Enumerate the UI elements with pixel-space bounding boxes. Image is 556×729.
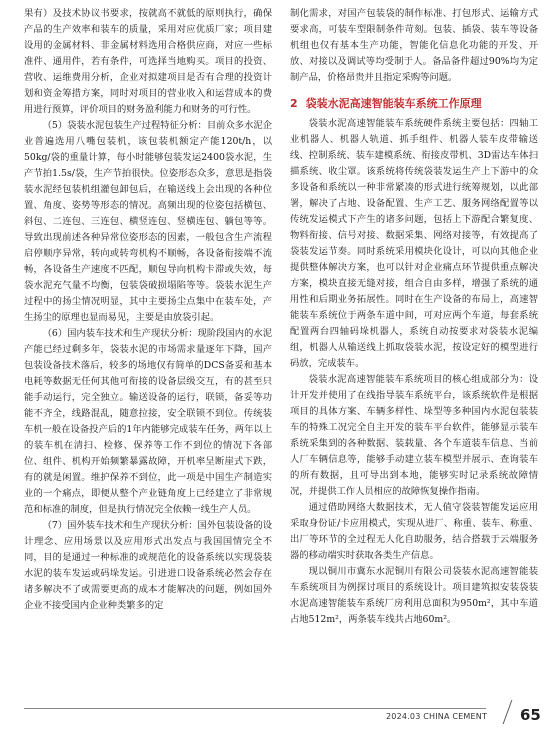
right-column xyxy=(290,6,538,628)
paragraph: 通过借助网络大数据技术，无人值守袋装智能发运应用采取身份证/卡应用模式，实现从进厂、称重、装车、称重、出厂等环节的全过程无人化自助服务，结合搭载于云端服务器的移动端实时获取各类生产信息。 xyxy=(290,502,538,561)
left-column xyxy=(24,6,272,614)
footer-divider xyxy=(503,700,513,724)
page-footer xyxy=(0,700,556,729)
paragraph: 果有）及技术协议书要求，按就高不就低的原则执行，确保产品的生产效率和装车的质量，采用对应优质厂家；项目建设用的金属材料、非金属材料选用合格供应商，对应一些标准件、通用件，若有条件，可选择当地购买。项目的投资、营收、运维费用分析，企业对拟建项目是否有合理的投资计划和资金筹措方案，同时对项目的营业收入和运营成本的费用进行预算，评价项目的财务盈利能力和财务的可行性。 xyxy=(24,8,272,115)
paragraph: 现以铜川市冀东水泥铜川有限公司袋装水泥高速智能装车系统项目为例探讨项目的系统设计。项目建筑拟安装袋装水泥高速智能装车系统厂房利用总面积为950m²，其中车道占地512m²，两条装车线共占地60m²。 xyxy=(290,566,538,625)
section-number: 2 xyxy=(290,97,298,110)
paragraph: （6）国内装车技术和生产现状分析：现阶段国内的水泥产能已经过剩多年，袋装水泥的市场需求量逐年下降，国产包装设备技术落后，较多的场地仅有简单的DCS备妥和基本电耗等数据无任何其他可衔接的设备层级交互，有的甚至只能手动运行，完全独立。输送设备的运行，联锁，备妥等功能不齐全，线路混乱，随意拉接，安全联锁不到位。传统装车机一般在设备投产后的1年内能够完成装车任务，两年以上的装车机在清扫、检修、保养等工作不到位的情况下各部位、组件、机构开始频繁暴露故障，开机率呈断崖式下跌，有的就是闲置。维护保养不到位，此一项是中国生产制造实业的一个痛点，即便从整个产业链角度上已经建立了非常规范和标准的制度，但是执行情况完全依赖一线生产人员。 xyxy=(24,328,272,515)
footer-rule xyxy=(24,708,486,709)
paragraph: 袋装水泥高速智能装车系统硬件系统主要包括：四轴工业机器人、机器人轨道、抓手组件、机器人装车皮带输送线、控制系统、装车建模系统、衔接皮带机、3D雷达车体扫描系统、收尘罩。该系统将传统袋装发运生产上下游中的众多设备和系统以一种非常紧凑的形式进行统筹规划，以此部署，解决了占地、设备配置、生产工艺、服务网络配置等以传统发运模式下产生的诸多问题，包括上下游配合繁复度、物料衔接、信号对接、数据采集、网络对接等，有效提高了袋装发运节奏。同时系统采用模块化设计，可以向其他企业提供整体解决方案，也可以针对企业痛点环节提供重点解决方案，模块直接无缝对接，组合自由多样，增强了系统的通用性和后期业务拓展性。同时在生产设备的布局上，高速智能装车系统位于两条车道中间，可对应两个车道，每套系统配置两台四轴码垛机器人，系统自动按要求对袋装水泥编组，机器人从输送线上抓取袋装水泥，按设定好的模型进行码放，完成装车。 xyxy=(290,118,538,369)
section-heading xyxy=(290,96,538,112)
section-title: 袋装水泥高速智能装车系统工作原理 xyxy=(305,97,482,110)
journal-issue: 2024.03 CHINA CEMENT xyxy=(386,712,488,721)
paragraph: （7）国外装车技术和生产现状分析：国外包装设备的设计理念、应用场景以及应用形式出发点与我国国情完全不同，目的是通过一种标准的或规范化的设备系统以实现袋装水泥的装车发运或码垛发运。引进进口设备系统必然会存在诸多解决不了或需要更高的成本才能解决的问题，例如国外企业不接受国内企业种类繁多的定 xyxy=(24,520,272,611)
paragraph: 袋装水泥高速智能装车系统项目的核心组成部分为：设计开发并使用了在线指导装车系统平台，该系统软件是根据项目的具体方案、车辆多样性、垛型等多种国内水泥包装装车的特殊工况完全自主开发的装车平台软件，能够显示装车系统采集到的各种数据、装载量、各个车道装车信息、当前人厂车辆信息等，能够手动建立装车模型并展示、查询装车的所有数据，且可导出到本地，能够实时记录系统故障情况，并提供工作人员相应的故障恢复操作指南。 xyxy=(290,374,538,497)
paragraph: （5）袋装水泥包装生产过程特征分析：目前众多水泥企业普遍选用八嘴包装机，该包装机额定产能120t/h，以50kg/袋的重量计算，每小时能够包装发运2400袋水泥，生产节拍1.5s/袋，生产节拍很快。位姿形态众多，意思是指袋装水泥经包装机组灌包卸包后，在输送线上会出现的各种位置、角度、姿势等形态的情况。高频出现的位姿包括横包、斜包、二连包、三连包、横竖连包、竖横连包、躺包等等。导致出现前述各种异常位姿形态的因素，一般包含生产流程启停顺序异常，转向或转弯机构不顺畅，各设备衔接端不流畅，各设备生产速度不匹配，顺包导向机构卡滞或失效，每袋水泥充气量不均衡，包装袋破损塌陷等等。袋装水泥生产过程中的扬尘情况明显，其中主要扬尘点集中在装车处，产生扬尘的原理也显而易见，主要是由放袋引起。 xyxy=(24,120,272,323)
page-number: 65 xyxy=(520,706,541,724)
paragraph: 制化需求，对国产包装袋的制作标准、打包形式、运输方式要求高，可装车型限制条件苛刻。包装、插袋、装车等设备机组也仅有基本生产功能，智能化信息化功能的开发、开放、对接以及调试等均受制于人。备品备件超过90%均为定制产品，价格昂贵并且指定采购等问题。 xyxy=(290,8,538,83)
